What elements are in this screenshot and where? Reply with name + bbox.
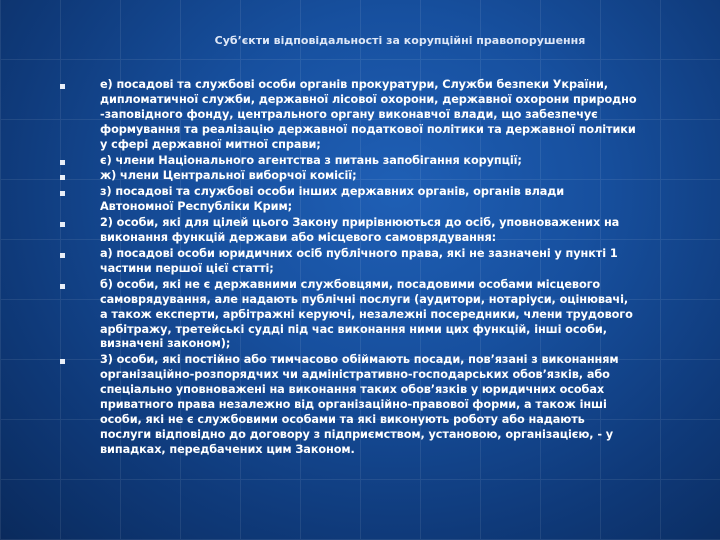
item-text-line: ж) члени Центральної виборчої комісії; — [100, 169, 357, 183]
item-text-line: е) посадові та службові особи органів прокуратури, Служби безпеки України, — [100, 78, 608, 91]
item-text-line: приватного права незалежно від організаційно-правової форми, а також інші — [100, 398, 607, 412]
list-item — [58, 216, 708, 246]
item-text-line: спеціально уповноважені на виконання таких обов’язків у юридичних особах — [100, 383, 605, 397]
square-bullet-icon — [60, 359, 65, 364]
item-text-line: послуги відповідно до договору з підприємством, установою, організацією, - у — [100, 427, 614, 441]
list-item — [58, 169, 708, 184]
list-item — [58, 185, 708, 215]
item-text-line: випадках, передбачених цим Законом. — [100, 442, 355, 456]
item-text-line: виконання функцій держави або місцевого самоврядування: — [100, 231, 497, 245]
item-text-line: а) посадові особи юридичних осіб публічного права, які не зазначені у пункті 1 — [100, 246, 618, 260]
item-text-line: -заповідного фонду, центрального органу виконавчої влади, що забезпечує — [100, 107, 598, 121]
item-text-line: 3) особи, які постійно або тимчасово обіймають посади, пов’язані з виконанням — [100, 353, 619, 367]
bullet-list — [58, 78, 708, 459]
item-text-line: частини першої цієї статті; — [100, 261, 274, 275]
square-bullet-icon — [60, 191, 65, 196]
item-text-line: дипломатичної служби, державної лісової охорони, державної охорони природно — [100, 92, 637, 106]
item-text-line: самоврядування, але надають публічні послуги (аудитори, нотаріуси, оцінювачі, — [100, 292, 629, 306]
list-item — [58, 154, 708, 169]
square-bullet-icon — [60, 175, 65, 180]
list-item — [58, 278, 708, 353]
item-text-line: є) члени Національного агентства з питань запобігання корупції; — [100, 153, 522, 167]
square-bullet-icon — [60, 253, 65, 258]
list-item — [58, 247, 708, 277]
item-text-line: а також експерти, арбітражні керуючі, незалежні посередники, члени трудового — [100, 307, 633, 321]
item-text-line: у сфері державної митної справи; — [100, 137, 321, 151]
square-bullet-icon — [60, 284, 65, 289]
square-bullet-icon — [60, 160, 65, 165]
item-text-line: формування та реалізацію державної податкової політики та державної політики — [100, 122, 636, 136]
slide-title: Суб’єкти відповідальності за корупційні правопорушення — [214, 34, 586, 47]
item-text-line: з) посадові та службові особи інших державних органів, органів влади — [100, 185, 565, 199]
item-text-line: організаційно-розпорядчих чи адміністративно-господарських обов’язків, або — [100, 368, 610, 382]
list-item — [58, 353, 708, 457]
item-text-line: особи, які не є службовими особами та які виконують роботу або надають — [100, 412, 585, 426]
square-bullet-icon — [60, 84, 65, 89]
item-text-line: 2) особи, які для цілей цього Закону прирівнюються до осіб, уповноважених на — [100, 216, 620, 230]
list-item — [58, 78, 708, 153]
item-text-line: визначені законом); — [100, 337, 231, 351]
item-text-line: б) особи, які не є державними службовцями, посадовими особами місцевого — [100, 277, 601, 291]
square-bullet-icon — [60, 222, 65, 227]
item-text-line: Автономної Республіки Крим; — [100, 200, 293, 214]
item-text-line: арбітражу, третейські судді під час виконання ними цих функцій, інші особи, — [100, 322, 607, 336]
